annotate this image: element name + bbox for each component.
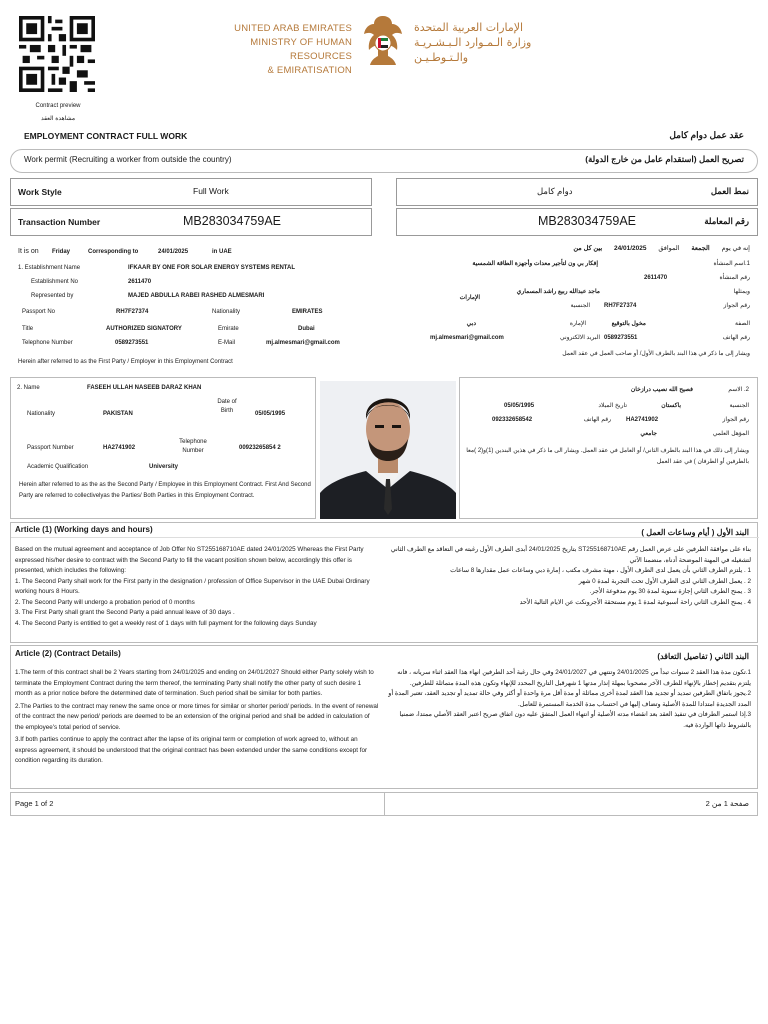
rep-label-ar: ويمثلها [733,289,750,295]
second-party-ar-panel [459,377,758,519]
sp-nationality-value-ar: باكستان [661,403,681,409]
title-value: AUTHORIZED SIGNATORY [106,326,182,332]
intro-ar-corr: الموافق [658,245,680,252]
title-value-ar: مخول بالتوقيع [611,321,646,327]
sp-nationality-label: Nationality [27,411,56,417]
article-2-title-ar: البند الثاني ( تفاصيل التعاقد) [657,652,749,661]
gov-en-line-1: UNITED ARAB EMIRATES [234,23,352,34]
phone-value-ar: 0589273551 [604,335,638,341]
est-name-label-ar: 1.اسم المنشأة [713,261,750,267]
sp-passport-label-ar: رقم الجواز [722,417,749,423]
gov-en-line-2: MINISTRY OF HUMAN RESOURCES [250,37,352,62]
first-party-footer-ar: ويشار إلى ما ذكر في هذا البند بالطرف الأول/ أو صاحب العمل في عقد العمل [562,351,750,357]
footer-divider [384,793,385,815]
article-2-title-en: Article (2) (Contract Details) [15,649,121,658]
work-style-box-ar [396,178,758,206]
sp-name-label: 2. Name [17,385,40,391]
nationality-value: EMIRATES [292,309,323,315]
article-1-ar-item-2: 2 . يعمل الطرف الثاني لدى الطرف الأول تحت التجربة لمدة 0 شهر [578,577,751,585]
sp-name-label-ar: 2. الاسم [728,387,749,393]
sp-phone-label-ar: رقم الهاتف [583,417,611,423]
est-no-label-ar: رقم المنشأة [719,275,750,281]
est-name-label: 1. Establishment Name [18,265,81,271]
article-1-panel [10,522,758,643]
intro-ar [360,244,750,254]
transaction-label-ar: رقم المعاملة [704,216,749,226]
article-2-en-item-2: 2.The Parties to the contract may renew the same once or more times for similar or shorter period/ periods. In the event of renewal of the contract the new period/ periods are deemed to be an extension of the original period and shall be added in calculation of the employee's total period of service. [15,702,379,731]
page-number-en: Page 1 of 2 [15,799,54,808]
sp-nationality-value: PAKISTAN [103,411,133,417]
passport-label: Passport No [22,309,56,315]
work-permit-en: Work permit (Recruiting a worker from outside the country) [24,155,232,164]
page-footer [10,792,758,816]
sp-name-value: FASEEH ULLAH NASEEB DARAZ KHAN [87,385,202,391]
gov-ar-line-3: والـتـوطـيـن [414,51,469,64]
work-style-value: Full Work [193,186,229,196]
rep-value-ar: ماجد عبدالله ربيع راشد المسماري [516,289,600,295]
date-value: 24/01/2025 [158,249,189,255]
ministry-name-ar [414,20,580,65]
contract-title-ar: عقد عمل دوام كامل [669,130,744,140]
article-2-ar-item-2: 2.يجوز باتفاق الطرفين تمديد أو تجديد هذا العقد لمدة أخرى مماثلة أو مدة أقل مرة واحدة أو أكثر وفي حالة تمديد أو تجديد العقد، تعتبر المدة أو المدد الجديدة امتدادا للمدة الأصلية وتضاف إليها في احتساب مدة الخدمة المستمرة للعامل. [388,690,751,708]
preview-en: Contract preview [35,103,81,109]
sp-qual-label-ar: المؤهل العلمي [712,431,749,437]
article-1-title-en: Article (1) (Working days and hours) [15,525,153,534]
email-value: mj.almesmari@gmail.com [266,340,340,346]
article-1-ar-item-1: 1 . يلتزم الطرف الثاني بأن يعمل لدى الطرف الأول ، مهنة مشرف مكتب ، إمارة دبي وساعات عمل مقدارها 8 ساعات [450,567,751,574]
work-style-value-ar: دوام كامل [537,186,573,196]
transaction-box-en [10,208,372,236]
sp-dob-label-ar: تاريخ الميلاد [598,403,627,409]
preview-ar: مشاهدة العقد [40,116,76,122]
intro-ar-prefix: إنه في يوم [721,245,750,252]
work-style-label: Work Style [18,187,62,197]
article-2-body-en [15,668,379,767]
article-1-en-item-1: 1. The Second Party shall work for the First party in the designation / profession of Office Supervisor in the UAE Dubai Ordinary working hours 8 Hours. [15,577,370,595]
gov-ar-line-1: الإمارات العربية المتحدة [414,21,524,34]
phone-label: Telephone Number [22,340,73,346]
sp-phone-value-ar: 092332658542 [492,417,533,423]
passport-label-ar: رقم الجواز [723,303,750,309]
phone-label-ar: رقم الهاتف [722,335,750,341]
email-label-ar: البريد الالكتروني [559,335,600,341]
ministry-name-en [196,22,352,78]
sp-nationality-label-ar: الجنسية [729,403,749,409]
sp-qual-value: University [149,464,179,470]
intro-ar-day: الجمعة [691,245,710,252]
nationality-value-ar: الإمارات [459,295,480,301]
article-1-en-item-3: 3. The First Party shall grant the Second Party a paid annual leave of 30 days . [15,609,235,616]
it-is-on: It is on [18,248,39,255]
email-value-ar: mj.almesmari@gmail.com [430,335,504,341]
sp-dob-value-ar: 05/05/1995 [504,403,535,409]
email-label: E-Mail [218,340,236,346]
article-2-en-item-1: 1.The term of this contract shall be 2 Years starting from 24/01/2025 and ending on 24/01/2027 Should either Party solely wish to terminate the Employment Contract during the term thereof, the terminating Party shall notify the other party of such desire 1 month as a prior notice before the determined date of termination. Such period shall be similar for both parties. [15,669,374,697]
employee-photo [320,381,456,519]
title-label-ar: الصفة [735,321,750,327]
article-2-ar-item-1: 1.تكون مدة هذا العقد 2 سنوات تبدأ من 24/01/2025 وتنتهي في 24/01/2027 وفي حال رغبة أحد الطرفين انهاء هذا العقد اثناء سريانه ، فانه يلتزم بتقديم إخطار بالإنهاء للطرف الآخر مصحوبا بمهلة إنذار مدتها 1 شهرقبل التاريخ المحدد للإنهاء وتكون هذه المدة متماثلة للطرفين. [397,669,751,687]
sp-qual-label: Academic Qualification [27,464,89,470]
sp-phone-label: Telephone Number [179,439,207,454]
article-2-en-item-3: 3.If both parties continue to apply the contract after the lapse of its original term or completion of work agreed to, without an express agreement, it should be understood that the original contract has been extended under the same conditions except for condition regarding its duration. [15,736,368,764]
est-no-label: Establishment No [31,279,79,285]
article-1-en-item-4: 4. The Second Party is entitled to get a weekly rest of 1 days with full payment for the following days Sunday [15,619,317,627]
article-1-body-en [15,545,377,629]
nationality-label-ar: الجنسية [570,303,590,309]
title-label: Title [22,326,34,332]
article-1-title-ar: البند الأول ( أيام وساعات العمل ) [641,528,749,537]
sp-qual-value-ar: جامعي [640,431,657,437]
second-party-en-panel [10,377,316,519]
article-2-body-ar [387,668,751,731]
emirate-label-ar: الإمارة [569,321,586,327]
first-party-section [0,244,768,374]
phone-value: 0589273551 [115,340,149,346]
article-2-panel [10,645,758,789]
transaction-number: MB283034759AE [183,214,281,228]
est-no-value: 2611470 [128,279,152,285]
rep-value: MAJED ABDULLA RABEI RASHED ALMESMARI [128,293,265,299]
est-no-value-ar: 2611470 [644,275,668,281]
sp-passport-label: Passport Number [27,445,74,451]
sp-name-value-ar: فصيح الله نصيب درازخان [630,387,693,393]
rep-label: Represented by [31,293,74,299]
article-1-ar-intro: بناء على موافقة الطرفين على عرض العمل رقم ST255168710AE بتاريخ 24/01/2025 أبدى الطرف الأول رغبته في التعاقد مع الطرف الثاني لتشغيله في المهنة الموضحة أدناه، منضمنا الآتي [390,546,751,564]
transaction-box-ar [396,208,758,236]
passport-value-ar: RH7F27374 [604,303,637,309]
employee-photo-icon [320,381,456,519]
sp-phone-value: 00923265854 2 [239,445,281,451]
intro-ar-between: بين كل من [573,245,603,252]
emirate-value: Dubai [298,326,315,332]
sp-footer-en: Herein after referred to as the as the Second Party / Employee in this Employment Contract. First And Second Party are referred to collectivelyas the Parties/ Both Parties in this Employment Contract. [19,482,311,499]
article-1-ar-item-4: 4 . يمنح الطرف الثاني راحة أسبوعية لمدة 1 يوم مستحقة الأجرونكت عن الايام التالية الأحد [519,598,751,606]
work-style-label-ar: نمط العمل [710,186,749,196]
gov-en-line-3: & EMIRATISATION [267,65,352,76]
day-value: Friday [52,249,71,255]
article-1-en-intro: Based on the mutual agreement and acceptance of Job Offer No ST255168710AE dated 24/01/2025 Whereas the First Party expressed his/her desire to contract with the Second Party to fill the vacant position shown below, accordingly this offer is presented, which includes the following: [15,546,364,574]
emirate-label: Emirate [218,326,239,332]
article-1-en-item-2: 2. The Second Party will undergo a probation period of 0 months [15,598,195,606]
work-permit-ar: تصريح العمل (استقدام عامل من خارج الدولة) [585,154,744,164]
sp-dob-value: 05/05/1995 [255,411,286,417]
qr-code-icon [19,16,95,92]
transaction-label: Transaction Number [18,217,101,227]
sp-footer-ar: ويشار إلى ذلك في هذا البند بالطرف الثاني/ أو العامل في عقد العمل. ويشار الى ما ذكر في هذين البندين (1)و(2 )معا بالطرفين أو الطرفان ) في عقد العمل [466,448,749,465]
sp-dob-label: Date of Birth [217,399,237,414]
transaction-number-ar: MB283034759AE [538,214,636,228]
in-uae: in UAE [212,249,232,255]
intro-ar-date: 24/01/2025 [613,245,647,252]
first-party-footer-en: Herein after referred to as the First Party / Employer in this Employment Contract [18,359,233,365]
est-name-value-ar: إفكار بي ون لتأجير معدات وأجهزة الطاقة الشمسية [472,261,598,267]
contract-preview-label [18,100,98,126]
contract-title-en: EMPLOYMENT CONTRACT FULL WORK [24,131,188,141]
emirate-value-ar: دبي [466,321,476,327]
article-2-ar-item-3: 3.إذا استمر الطرفان في تنفيذ العقد بعد انقضاء مدته الأصلية أو انتهاء العمل المتفق عليه دون اتفاق صريح اعتبر العقد الأصلي ممتدا، ضمنيا بالشروط ذاتها الواردة فيه. [399,711,751,729]
corresponding-label: Corresponding to [88,249,139,255]
sp-passport-value-ar: HA2741902 [626,417,659,423]
uae-emblem-icon [360,12,406,70]
page-number-ar: صفحة 1 من 2 [705,799,749,808]
article-1-ar-item-3: 3 . يمنح الطرف الثاني إجازة سنوية لمدة 30 يوم مدفوعة الأجر. [589,588,751,595]
article-1-body-ar [385,545,751,608]
sp-passport-value: HA2741902 [103,445,136,451]
gov-ar-line-2: وزارة الـمـوارد الـبـشـريـة [414,36,532,49]
passport-value: RH7F27374 [116,309,149,315]
nationality-label: Nationality [212,309,241,315]
est-name-value: IFKAAR BY ONE FOR SOLAR ENERGY SYSTEMS RENTAL [128,265,296,271]
work-style-box-en [10,178,372,206]
